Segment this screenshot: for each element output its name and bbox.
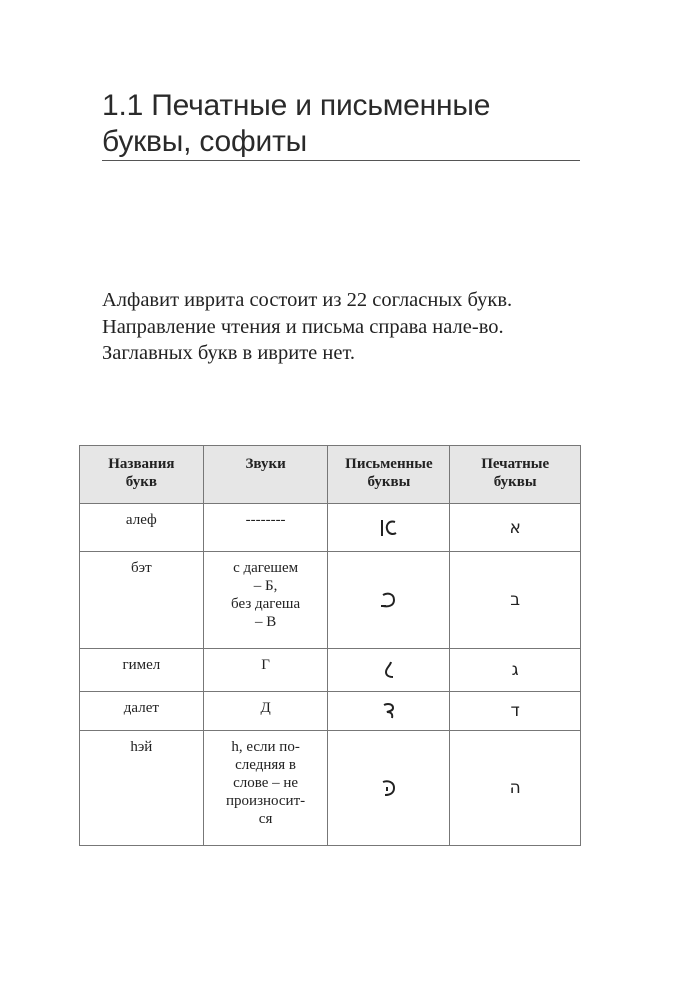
written-he-icon xyxy=(328,731,450,846)
letter-sound: Г xyxy=(203,649,328,692)
printed-letter: ה xyxy=(450,731,581,846)
letter-sound: с дагешем – Б, без дагеша – В xyxy=(203,552,328,649)
letter-name: hэй xyxy=(80,731,204,846)
header-printed: Печатные буквы xyxy=(450,446,581,504)
printed-letter: ג xyxy=(450,649,581,692)
printed-letter: ב xyxy=(450,552,581,649)
table-row xyxy=(80,692,581,731)
table-row xyxy=(80,504,581,552)
table-row xyxy=(80,731,581,846)
paragraph: Заглавных букв в иврите нет. xyxy=(102,342,355,364)
header-names: Названия букв xyxy=(80,446,204,504)
paragraph: Направление чтения и письма справа нале-во. xyxy=(102,315,504,338)
heading-line: буквы, софиты xyxy=(102,125,307,158)
table-row xyxy=(80,552,581,649)
letter-name: бэт xyxy=(80,552,204,649)
letter-sound: h, если по- следняя в слове – не произносит- ся xyxy=(203,731,328,846)
written-dalet-icon xyxy=(328,692,450,731)
letter-name: гимел xyxy=(80,649,204,692)
intro-text xyxy=(102,287,580,367)
header-sounds: Звуки xyxy=(203,446,328,504)
written-alef-icon xyxy=(328,504,450,552)
paragraph: Алфавит иврита состоит из 22 согласных букв. xyxy=(102,289,513,311)
letter-sound: Д xyxy=(203,692,328,731)
table-header-row xyxy=(80,446,581,504)
section-heading xyxy=(102,88,582,160)
printed-letter: ד xyxy=(450,692,581,731)
header-written: Письменные буквы xyxy=(328,446,450,504)
heading-line: 1.1 Печатные и письменные xyxy=(102,89,491,122)
alphabet-table xyxy=(79,445,581,846)
table-row xyxy=(80,649,581,692)
written-bet-icon xyxy=(328,552,450,649)
printed-letter: א xyxy=(450,504,581,552)
letter-name: далет xyxy=(80,692,204,731)
letter-name: алеф xyxy=(80,504,204,552)
letter-sound: -------- xyxy=(203,504,328,552)
written-gimel-icon xyxy=(328,649,450,692)
heading-divider xyxy=(102,160,580,161)
